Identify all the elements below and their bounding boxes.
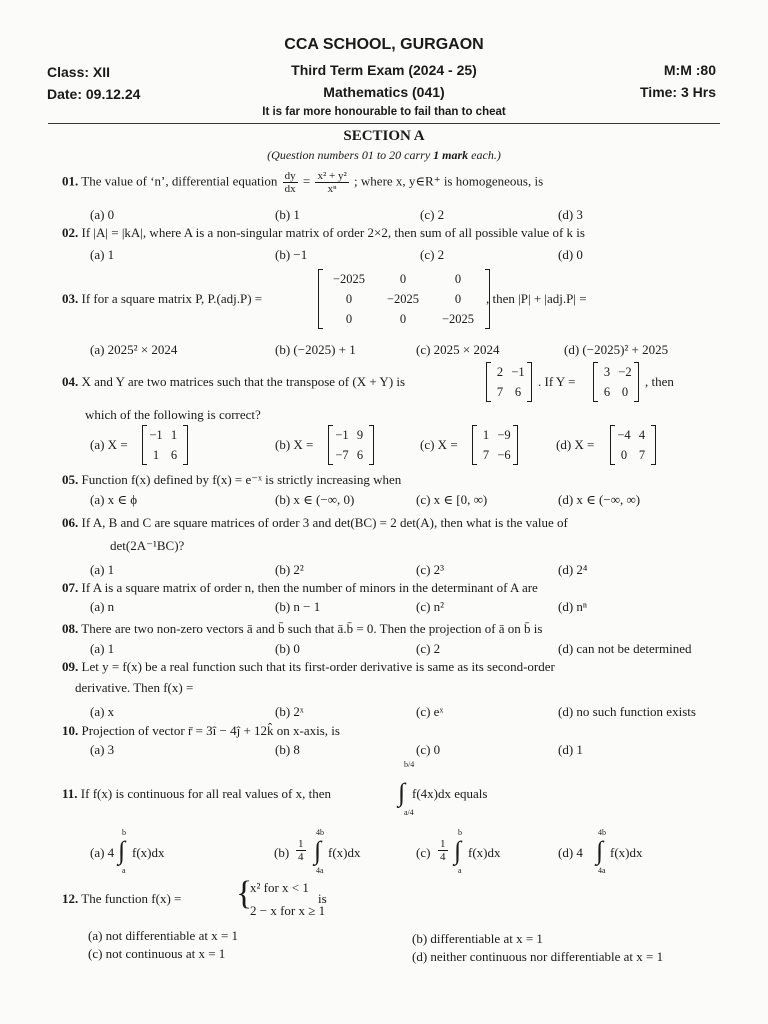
q12-case-2: 2 − x for x ≥ 1 xyxy=(250,903,326,918)
q3-option-a: (a) 2025² × 2024 xyxy=(90,342,178,357)
q1-option-b: (b) 1 xyxy=(275,207,300,222)
q3-option-d: (d) (−2025)² + 2025 xyxy=(564,342,669,357)
q5-option-a: (a) x ∈ ϕ xyxy=(90,492,138,507)
q11-option-c-label: (c) xyxy=(416,845,431,860)
q11-d-integral: ∫ xyxy=(596,836,604,865)
question-4-text-b: . If Y = xyxy=(538,374,576,389)
q12-case-1: x² for x < 1 xyxy=(250,880,309,895)
question-2: 02. If |A| = |kA|, where A is a non-singular matrix of order 2×2, then sum of all possible value of k is xyxy=(62,225,585,240)
q9-option-c: (c) eˣ xyxy=(416,704,444,719)
max-marks-label: M:M :80 xyxy=(663,62,716,78)
q9-option-a: (a) x xyxy=(90,704,115,719)
q4-matrix-transpose: 2 −1 7 6 xyxy=(486,362,532,402)
q12-brace: { xyxy=(236,875,253,912)
q11-lower-limit: a/4 xyxy=(404,808,414,817)
q4-option-b-label: (b) X = xyxy=(275,437,314,452)
q2-option-b: (b) −1 xyxy=(275,247,308,262)
q10-option-a: (a) 3 xyxy=(90,742,115,757)
q3-option-b: (b) (−2025) + 1 xyxy=(275,342,356,357)
q12-option-b: (b) differentiable at x = 1 xyxy=(412,931,543,946)
q11-c-upper: b xyxy=(458,828,462,837)
q11-a-lower: a xyxy=(122,866,126,875)
q7-option-b: (b) n − 1 xyxy=(275,599,321,614)
question-5: 05. Function f(x) defined by f(x) = e⁻ˣ is strictly increasing when xyxy=(62,472,402,487)
q6-option-b: (b) 2² xyxy=(275,562,304,577)
q3-matrix: −2025 0 0 0 −2025 0 0 0 −2025 xyxy=(318,269,490,329)
question-11-text-a: 11. If f(x) is continuous for all real values of x, then xyxy=(62,786,331,801)
q1-option-a: (a) 0 xyxy=(90,207,115,222)
q11-b-integral: ∫ xyxy=(314,836,322,865)
question-9: 09. Let y = f(x) be a real function such that its first-order derivative is same as its second-order xyxy=(62,659,555,674)
question-8: 08. There are two non-zero vectors ā and b̄ such that ā.b̄ = 0. Then the projection of ā on b̄ is xyxy=(62,621,543,636)
q5-option-c: (c) x ∈ [0, ∞) xyxy=(416,492,488,507)
q8-option-c: (c) 2 xyxy=(416,641,441,656)
q11-b-upper: 4b xyxy=(316,828,324,837)
q9-option-d: (d) no such function exists xyxy=(558,704,696,719)
q4-option-a-label: (a) X = xyxy=(90,437,128,452)
q1-option-d: (d) 3 xyxy=(558,207,583,222)
q11-c-lower: a xyxy=(458,866,462,875)
q2-option-d: (d) 0 xyxy=(558,247,583,262)
q4-option-d-matrix: −4 4 0 7 xyxy=(610,425,656,465)
question-7: 07. If A is a square matrix of order n, then the number of minors in the determinant of A are xyxy=(62,580,538,595)
q7-option-d: (d) nⁿ xyxy=(558,599,588,614)
q8-option-d: (d) can not be determined xyxy=(558,641,692,656)
school-name: CCA SCHOOL, GURGAON xyxy=(284,36,484,53)
q7-option-a: (a) n xyxy=(90,599,115,614)
section-title: SECTION A xyxy=(343,128,425,144)
question-12-text-b: is xyxy=(318,891,327,906)
q11-option-b-label: (b) xyxy=(274,845,290,860)
question-10: 10. Projection of vector r̄ = 3î − 4ĵ + 12k̂ on x-axis, is xyxy=(62,723,340,738)
q8-option-a: (a) 1 xyxy=(90,641,115,656)
q11-d-upper: 4b xyxy=(598,828,606,837)
q4-option-c-label: (c) X = xyxy=(420,437,458,452)
date-label: Date: 09.12.24 xyxy=(47,86,141,102)
q5-option-b: (b) x ∈ (−∞, 0) xyxy=(275,492,355,507)
q2-option-c: (c) 2 xyxy=(420,247,445,262)
q1-option-c: (c) 2 xyxy=(420,207,445,222)
q6-option-a: (a) 1 xyxy=(90,562,115,577)
q11-option-b-integrand: f(x)dx xyxy=(328,845,361,860)
q11-option-a-label: (a) 4 xyxy=(90,845,115,860)
q4-option-c-matrix: 1 −9 7 −6 xyxy=(472,425,518,465)
question-11-text-b: f(4x)dx equals xyxy=(412,786,488,801)
header-divider xyxy=(48,123,720,124)
q11-option-b-fraction: $\frac{1}{4}$ xyxy=(298,838,304,863)
q11-b-lower: 4a xyxy=(316,866,324,875)
q8-option-b: (b) 0 xyxy=(275,641,300,656)
q11-a-integral: ∫ xyxy=(118,836,126,865)
q4-option-b-matrix: −1 9 −7 6 xyxy=(328,425,374,465)
q10-option-b: (b) 8 xyxy=(275,742,300,757)
q11-option-d-integrand: f(x)dx xyxy=(610,845,643,860)
question-4-text-c: , then xyxy=(645,374,674,389)
q11-d-lower: 4a xyxy=(598,866,606,875)
q6-option-c: (c) 2³ xyxy=(416,562,445,577)
q12-option-a: (a) not differentiable at x = 1 xyxy=(88,928,239,943)
q4-matrix-y: 3 −2 6 0 xyxy=(593,362,639,402)
q11-c-integral: ∫ xyxy=(454,836,462,865)
section-note: (Question numbers 01 to 20 carry 1 mark each.) xyxy=(267,148,501,162)
q10-option-c: (c) 0 xyxy=(416,742,441,757)
question-3-text-a: 03. If for a square matrix P, P.(adj.P) = xyxy=(62,291,263,306)
exam-name: Third Term Exam (2024 - 25) xyxy=(291,62,477,78)
q12-option-d: (d) neither continuous nor differentiable at x = 1 xyxy=(412,949,664,964)
q11-upper-limit: b/4 xyxy=(404,760,415,769)
subject-name: Mathematics (041) xyxy=(323,84,445,100)
q9-option-b: (b) 2ˣ xyxy=(275,704,304,719)
q12-option-c: (c) not continuous at x = 1 xyxy=(88,946,226,961)
q11-a-upper: b xyxy=(122,828,126,837)
motto: It is far more honourable to fail than to cheat xyxy=(262,106,506,118)
q10-option-d: (d) 1 xyxy=(558,742,583,757)
question-4-text-d: which of the following is correct? xyxy=(85,407,261,422)
question-12-text-a: 12. The function f(x) = xyxy=(62,891,182,906)
question-1: 01. The value of ‘n’, differential equation $\frac{dy}{dx}$ = $\frac{\text{x² + y²}}{\text{xⁿ}}$ ; where x, y∈R⁺ is homogeneous, is xyxy=(62,170,544,195)
q7-option-c: (c) n² xyxy=(416,599,445,614)
q11-option-c-integrand: f(x)dx xyxy=(468,845,501,860)
q11-integral-sign: ∫ xyxy=(398,778,406,807)
question-3-text-b: , then |P| + |adj.P| = xyxy=(486,291,587,306)
q6-option-d: (d) 2⁴ xyxy=(558,562,588,577)
q11-option-d-label: (d) 4 xyxy=(558,845,583,860)
question-6-line-2: det(2A⁻¹BC)? xyxy=(110,538,185,553)
q3-option-c: (c) 2025 × 2024 xyxy=(416,342,500,357)
q4-option-d-label: (d) X = xyxy=(556,437,595,452)
q11-option-a-integrand: f(x)dx xyxy=(132,845,165,860)
question-6: 06. If A, B and C are square matrices of order 3 and det(BC) = 2 det(A), then what is the value of xyxy=(62,515,568,530)
time-label: Time: 3 Hrs xyxy=(640,84,716,100)
class-label: Class: XII xyxy=(47,64,111,80)
q4-option-a-matrix: −1 1 1 6 xyxy=(142,425,188,465)
q11-option-c-fraction: $\frac{1}{4}$ xyxy=(440,838,446,863)
question-4-text-a: 04. X and Y are two matrices such that the transpose of (X + Y) is xyxy=(62,374,406,389)
q5-option-d: (d) x ∈ (−∞, ∞) xyxy=(558,492,641,507)
question-9-line-2: derivative. Then f(x) = xyxy=(75,680,194,695)
q2-option-a: (a) 1 xyxy=(90,247,115,262)
